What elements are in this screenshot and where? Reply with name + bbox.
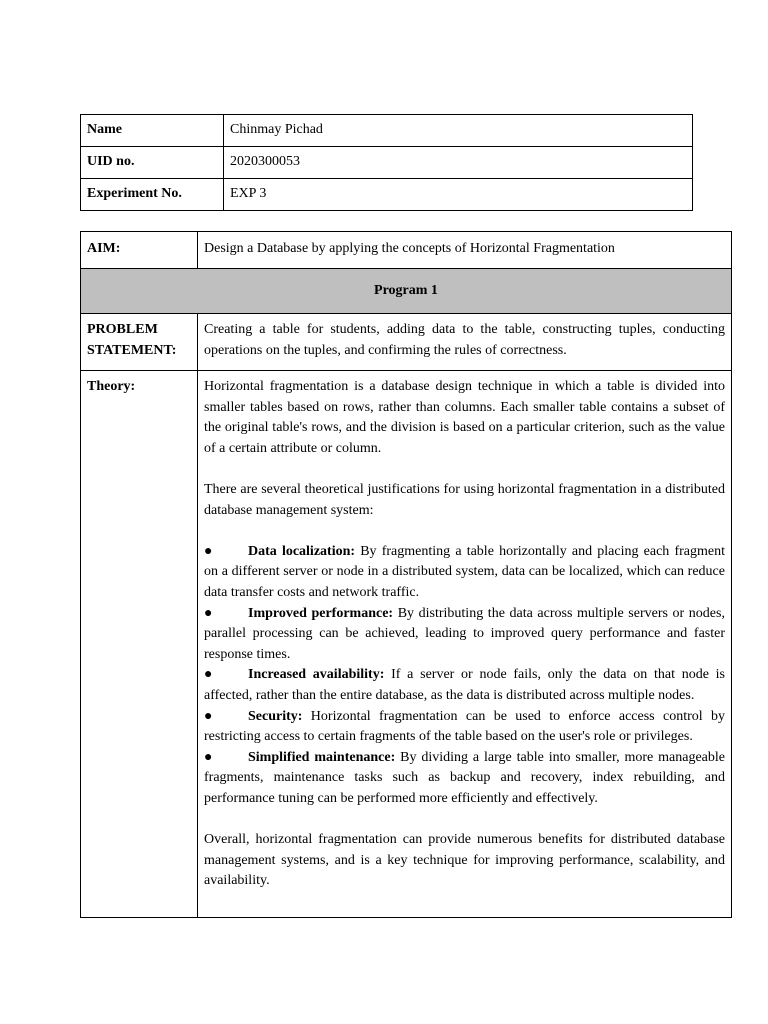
bullet-icon: ●: [204, 543, 213, 559]
bullet-text: If a server or node fails, only the data on that node is affected, rather than the entire database, as the data is distributed across multiple nodes.: [204, 667, 725, 703]
bullet-title: Increased availability:: [248, 667, 385, 683]
uid-value: 2020300053: [224, 147, 693, 179]
experiment-value: EXP 3: [224, 179, 693, 211]
bullet-icon: ●: [204, 708, 213, 724]
bullet-title: Data localization:: [248, 543, 356, 559]
bullet-title: Simplified maintenance:: [248, 749, 396, 765]
theory-label: Theory:: [81, 371, 198, 918]
bullet-text: Horizontal fragmentation can be used to enforce access control by restricting access to certain fragments of the table based on the user's role or privileges.: [204, 708, 725, 745]
aim-row: [81, 232, 732, 269]
program-row: [81, 269, 732, 314]
bullet-title: Security:: [248, 708, 303, 724]
bullet-text: By fragmenting a table horizontally and placing each fragment on a different server or node in a distributed system, data can be localized, which can reduce data transfer costs and network traffic.: [204, 543, 726, 600]
bullet-icon: ●: [204, 667, 213, 683]
bullet-item: [204, 748, 725, 810]
bullet-text: By distributing the data across multiple servers or nodes, parallel processing can be achieved, leading to improved query performance and faster response times.: [204, 605, 725, 662]
bullet-item: [204, 542, 725, 604]
experiment-details-table: [80, 231, 732, 918]
bullet-item: [204, 604, 725, 666]
uid-row: [81, 147, 693, 179]
name-label: Name: [81, 115, 224, 147]
uid-label: UID no.: [81, 147, 224, 179]
problem-label: PROBLEM STATEMENT:: [81, 314, 198, 371]
theory-justification: There are several theoretical justifications for using horizontal fragmentation in a distributed database management system:: [204, 481, 725, 518]
bullet-item: [204, 707, 725, 748]
problem-row: [81, 314, 732, 371]
bullet-icon: ●: [204, 605, 213, 621]
experiment-row: [81, 179, 693, 211]
aim-text: Design a Database by applying the concepts of Horizontal Fragmentation: [198, 232, 732, 269]
bullet-title: Improved performance:: [248, 605, 394, 621]
theory-conclusion: Overall, horizontal fragmentation can provide numerous benefits for distributed database management systems, and is a key technique for improving performance, scalability, and availability.: [204, 832, 725, 889]
bullet-icon: ●: [204, 749, 213, 765]
bullet-text: By dividing a large table into smaller, more manageable fragments, maintenance tasks such as backup and recovery, index rebuilding, and performance tuning can be performed more efficiently and effectively.: [204, 749, 725, 806]
problem-text: Creating a table for students, adding data to the table, constructing tuples, conducting operations on the tuples, and confirming the rules of correctness.: [198, 314, 732, 371]
theory-intro: Horizontal fragmentation is a database design technique in which a table is divided into smaller tables based on rows, rather than columns. Each smaller table contains a subset of the original table's rows, and the division is based on a particular criterion, such as the value of a certain attribute or column.: [204, 379, 725, 456]
name-value: Chinmay Pichad: [224, 115, 693, 147]
theory-row: [81, 371, 732, 918]
program-title: Program 1: [81, 269, 732, 314]
theory-content: [198, 371, 732, 918]
aim-label: AIM:: [81, 232, 198, 269]
benefits-list: [204, 542, 725, 810]
student-info-table: [80, 114, 693, 211]
name-row: [81, 115, 693, 147]
experiment-label: Experiment No.: [81, 179, 224, 211]
bullet-item: [204, 665, 725, 706]
